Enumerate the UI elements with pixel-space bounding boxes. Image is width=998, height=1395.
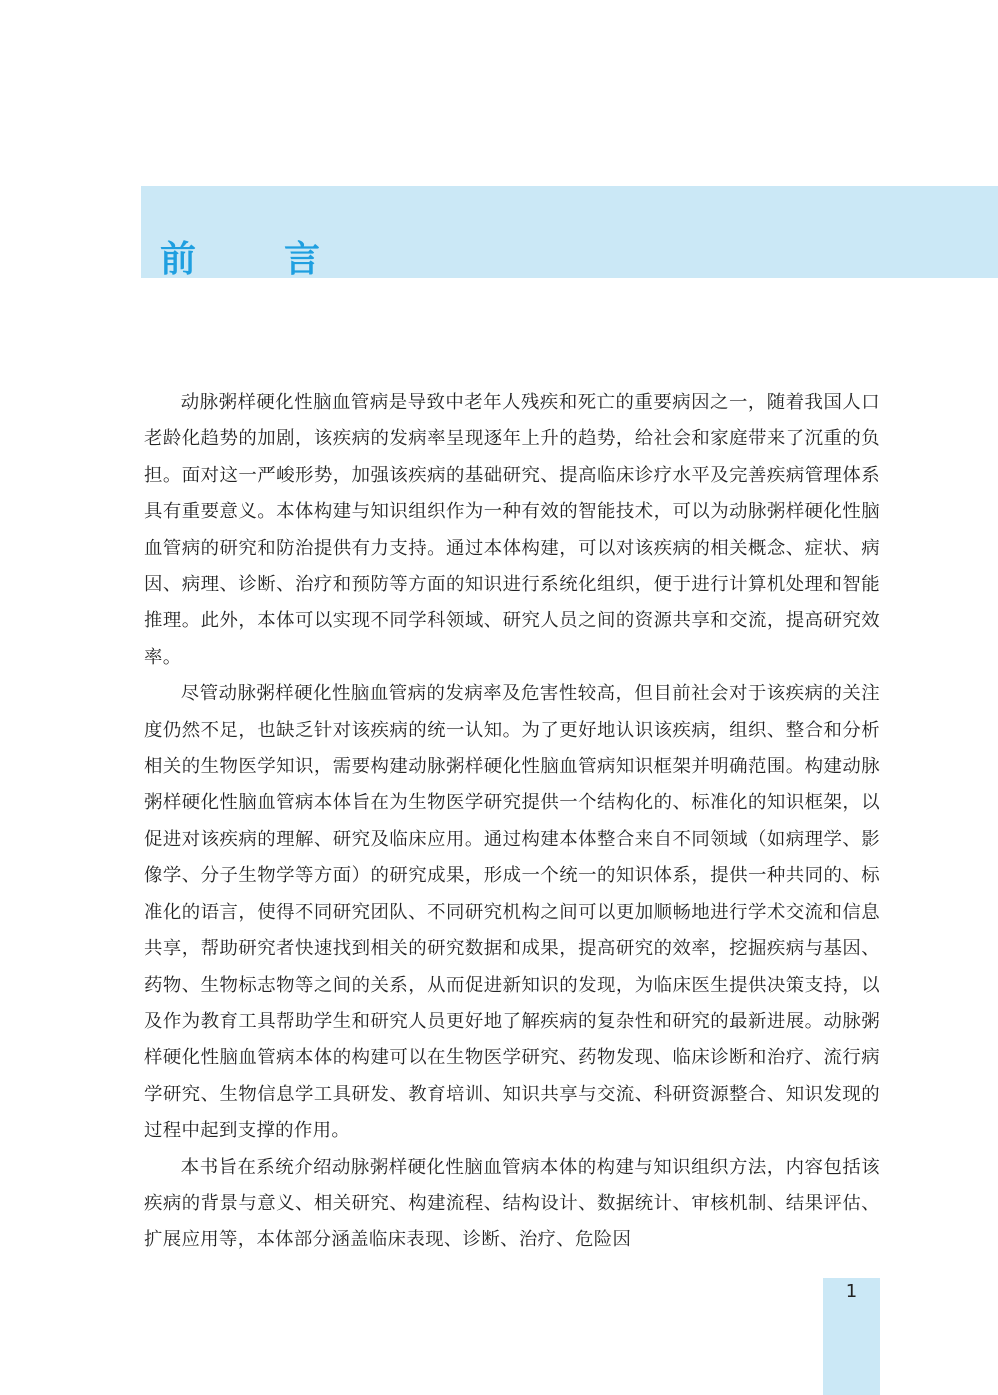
paragraph-2: 尽管动脉粥样硬化性脑血管病的发病率及危害性较高，但目前社会对于该疾病的关注度仍然不足，也缺乏针对该疾病的统一认知。为了更好地认识该疾病，组织、整合和分析相关的生物医学知识，需要构建动脉粥样硬化性脑血管病知识框架并明确范围。构建动脉粥样硬化性脑血管病本体旨在为生物医学研究提供一个结构化的、标准化的知识框架，以促进对该疾病的理解、研究及临床应用。通过构建本体整合来自不同领域（如病理学、影像学、分子生物学等方面）的研究成果，形成一个统一的知识体系，提供一种共同的、标准化的语言，使得不同研究团队、不同研究机构之间可以更加顺畅地进行学术交流和信息共享，帮助研究者快速找到相关的研究数据和成果，提高研究的效率，挖掘疾病与基因、药物、生物标志物等之间的关系，从而促进新知识的发现，为临床医生提供决策支持，以及作为教育工具帮助学生和研究人员更好地了解疾病的复杂性和研究的最新进展。动脉粥样硬化性脑血管病本体的构建可以在生物医学研究、药物发现、临床诊断和治疗、流行病学研究、生物信息学工具研发、教育培训、知识共享与交流、科研资源整合、知识发现的过程中起到支撑的作用。 xyxy=(144,683,880,1142)
page-number: 1 xyxy=(845,1281,858,1302)
title-char-2: 言 xyxy=(284,239,321,280)
body-text xyxy=(144,385,880,1259)
page-title xyxy=(160,236,320,284)
paragraph-3: 本书旨在系统介绍动脉粥样硬化性脑血管病本体的构建与知识组织方法，内容包括该疾病的背景与意义、相关研究、构建流程、结构设计、数据统计、审核机制、结果评估、扩展应用等，本体部分涵盖临床表现、诊断、治疗、危险因 xyxy=(144,1156,880,1251)
title-char-1: 前 xyxy=(160,239,197,280)
paragraph-1: 动脉粥样硬化性脑血管病是导致中老年人残疾和死亡的重要病因之一，随着我国人口老龄化趋势的加剧，该疾病的发病率呈现逐年上升的趋势，给社会和家庭带来了沉重的负担。面对这一严峻形势，加强该疾病的基础研究、提高临床诊疗水平及完善疾病管理体系具有重要意义。本体构建与知识组织作为一种有效的智能技术，可以为动脉粥样硬化性脑血管病的研究和防治提供有力支持。通过本体构建，可以对该疾病的相关概念、症状、病因、病理、诊断、治疗和预防等方面的知识进行系统化组织，便于进行计算机处理和智能推理。此外，本体可以实现不同学科领域、研究人员之间的资源共享和交流，提高研究效率。 xyxy=(144,392,880,668)
